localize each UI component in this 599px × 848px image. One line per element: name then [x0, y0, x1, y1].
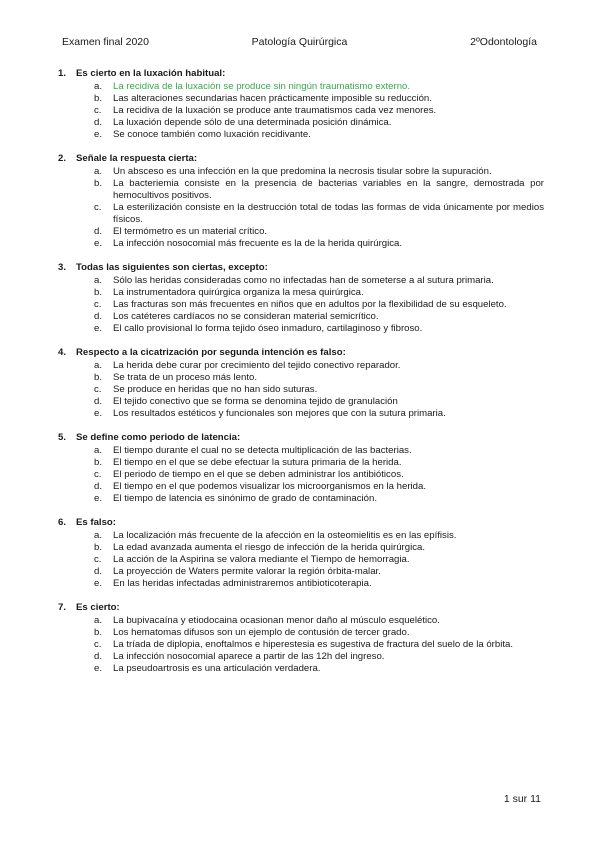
option-letter: e. [94, 663, 103, 674]
question-2 [58, 153, 544, 250]
option-text: Las fracturas son más frecuentes en niños que en adultos por la flexibilidad de su esqueleto. [113, 299, 507, 310]
answer-option [58, 554, 544, 566]
question-list [58, 68, 544, 687]
question-text: Todas las siguientes son ciertas, excepto: [76, 262, 268, 273]
question-text: Se define como periodo de latencia: [76, 432, 241, 443]
option-letter: e. [94, 129, 103, 140]
question-text: Es cierto en la luxación habitual: [76, 68, 226, 79]
option-letter: b. [94, 287, 103, 298]
option-letter: d. [94, 311, 103, 322]
answer-option [58, 178, 544, 202]
option-text: La esterilización consiste en la destrucción total de todas las formas de vida únicamente por medios físicos. [113, 202, 544, 225]
answer-option [58, 275, 544, 287]
option-letter: b. [94, 542, 103, 553]
option-text: La instrumentadora quirúrgica organiza la mesa quirúrgica. [113, 287, 364, 298]
question-heading [58, 517, 544, 529]
question-heading [58, 262, 544, 274]
answer-option [58, 372, 544, 384]
question-1 [58, 68, 544, 141]
option-text: Las alteraciones secundarias hacen prácticamente imposible su reducción. [113, 93, 432, 104]
option-text: La proyección de Waters permite valorar la región órbita-malar. [113, 566, 381, 577]
option-letter: e. [94, 493, 103, 504]
answer-option [58, 627, 544, 639]
option-letter: a. [94, 360, 103, 371]
option-letter: c. [94, 384, 102, 395]
answer-option [58, 578, 544, 590]
answer-option [58, 226, 544, 238]
option-letter: b. [94, 178, 103, 189]
option-letter: c. [94, 202, 102, 213]
question-number: 2. [58, 153, 67, 164]
option-text: La luxación depende sólo de una determinada posición dinámica. [113, 117, 392, 128]
page-header [62, 36, 537, 50]
option-letter: d. [94, 651, 103, 662]
answer-option [58, 542, 544, 554]
answer-option [58, 129, 544, 141]
question-5 [58, 432, 544, 505]
answer-option [58, 481, 544, 493]
question-text: Respecto a la cicatrización por segunda intención es falso: [76, 347, 346, 358]
option-letter: d. [94, 226, 103, 237]
answer-option [58, 639, 544, 651]
answer-option [58, 445, 544, 457]
answer-option [58, 311, 544, 323]
answer-option [58, 457, 544, 469]
option-text: Se conoce también como luxación recidivante. [113, 129, 311, 140]
answer-option [58, 408, 544, 420]
option-text: Sólo las heridas consideradas como no infectadas han de someterse a al sutura primaria. [113, 275, 494, 286]
answer-option [58, 651, 544, 663]
question-number: 6. [58, 517, 67, 528]
answer-option [58, 117, 544, 129]
option-text: La recidiva de la luxación se produce ante traumatismos cada vez menores. [113, 105, 437, 116]
option-letter: a. [94, 530, 103, 541]
option-letter: a. [94, 275, 103, 286]
course-label: 2ºOdontología [470, 36, 537, 48]
answer-option [58, 530, 544, 542]
question-heading [58, 347, 544, 359]
option-letter: c. [94, 554, 102, 565]
answer-option-correct [58, 81, 544, 93]
option-text: La bacteriemia consiste en la presencia de bacterias variables en la sangre, demostrada por hemocultivos positivos. [113, 178, 544, 201]
question-text: Señale la respuesta cierta: [76, 153, 198, 164]
option-letter: d. [94, 396, 103, 407]
option-text: La recidiva de la luxación se produce sin ningún traumatismo externo. [113, 81, 411, 92]
answer-option [58, 615, 544, 627]
answer-option [58, 663, 544, 675]
option-text: El tejido conectivo que se forma se denomina tejido de granulación [113, 396, 398, 407]
option-text: La infección nosocomial aparece a partir de las 12h del ingreso. [113, 651, 385, 662]
answer-option [58, 238, 544, 250]
question-heading [58, 68, 544, 80]
option-letter: a. [94, 445, 103, 456]
question-text: Es cierto: [76, 602, 120, 613]
option-letter: e. [94, 578, 103, 589]
option-text: Los hematomas difusos son un ejemplo de contusión de tercer grado. [113, 627, 410, 638]
question-7 [58, 602, 544, 675]
option-text: Se trata de un proceso más lento. [113, 372, 257, 383]
answer-option [58, 469, 544, 481]
option-text: El tiempo durante el cual no se detecta multiplicación de las bacterias. [113, 445, 412, 456]
option-letter: b. [94, 372, 103, 383]
question-6 [58, 517, 544, 590]
option-letter: d. [94, 481, 103, 492]
option-letter: a. [94, 615, 103, 626]
option-letter: b. [94, 93, 103, 104]
option-text: El tiempo en el que se debe efectuar la sutura primaria de la herida. [113, 457, 402, 468]
option-letter: a. [94, 166, 103, 177]
option-text: La tríada de diplopia, enoftalmos e hiperestesia es sugestiva de fractura del suelo de la órbita. [113, 639, 513, 650]
answer-option [58, 166, 544, 178]
option-text: El tiempo de latencia es sinónimo de grado de contaminación. [113, 493, 377, 504]
option-letter: b. [94, 627, 103, 638]
option-letter: b. [94, 457, 103, 468]
option-text: El callo provisional lo forma tejido óseo inmaduro, cartilaginoso y fibroso. [113, 323, 423, 334]
answer-option [58, 360, 544, 372]
question-number: 3. [58, 262, 67, 273]
option-letter: a. [94, 81, 103, 92]
option-text: En las heridas infectadas administraremos antibioticoterapia. [113, 578, 372, 589]
option-letter: e. [94, 323, 103, 334]
question-number: 4. [58, 347, 67, 358]
answer-option [58, 299, 544, 311]
option-text: Un absceso es una infección en la que predomina la necrosis tisular sobre la supuración. [113, 166, 492, 177]
option-letter: c. [94, 639, 102, 650]
option-letter: d. [94, 566, 103, 577]
question-3 [58, 262, 544, 335]
subject-title: Patología Quirúrgica [251, 36, 348, 48]
question-number: 1. [58, 68, 67, 79]
page-number: 1 sur 11 [503, 793, 541, 805]
option-text: Se produce en heridas que no han sido suturas. [113, 384, 318, 395]
option-letter: c. [94, 299, 102, 310]
answer-option [58, 105, 544, 117]
answer-option [58, 396, 544, 408]
answer-option [58, 323, 544, 335]
option-letter: e. [94, 408, 103, 419]
exam-title: Examen final 2020 [62, 36, 149, 48]
question-number: 5. [58, 432, 67, 443]
option-text: Los catéteres cardíacos no se consideran material semicrítico. [113, 311, 379, 322]
option-text: La pseudoartrosis es una articulación verdadera. [113, 663, 321, 674]
answer-option [58, 287, 544, 299]
option-text: El termómetro es un material crítico. [113, 226, 268, 237]
question-text: Es falso: [76, 517, 116, 528]
question-heading [58, 153, 544, 165]
question-heading [58, 602, 544, 614]
option-letter: c. [94, 105, 102, 116]
option-text: La edad avanzada aumenta el riesgo de infección de la herida quirúrgica. [113, 542, 426, 553]
option-text: La infección nosocomial más frecuente es la de la herida quirúrgica. [113, 238, 403, 249]
option-text: La herida debe curar por crecimiento del tejido conectivo reparador. [113, 360, 401, 371]
option-text: La localización más frecuente de la afección en la osteomielitis es en las epífisis. [113, 530, 457, 541]
answer-option [58, 202, 544, 226]
option-text: Los resultados estéticos y funcionales son mejores que con la sutura primaria. [113, 408, 446, 419]
answer-option [58, 93, 544, 105]
answer-option [58, 566, 544, 578]
option-letter: e. [94, 238, 103, 249]
option-text: El tiempo en el que podemos visualizar los microorganismos en la herida. [113, 481, 427, 492]
question-number: 7. [58, 602, 67, 613]
option-letter: c. [94, 469, 102, 480]
option-text: La acción de la Aspirina se valora mediante el Tiempo de hemorragia. [113, 554, 410, 565]
question-4 [58, 347, 544, 420]
question-heading [58, 432, 544, 444]
answer-option [58, 493, 544, 505]
option-text: El periodo de tiempo en el que se deben administrar los antibióticos. [113, 469, 404, 480]
option-text: La bupivacaína y etiodocaina ocasionan menor daño al músculo esquelético. [113, 615, 440, 626]
answer-option [58, 384, 544, 396]
option-letter: d. [94, 117, 103, 128]
